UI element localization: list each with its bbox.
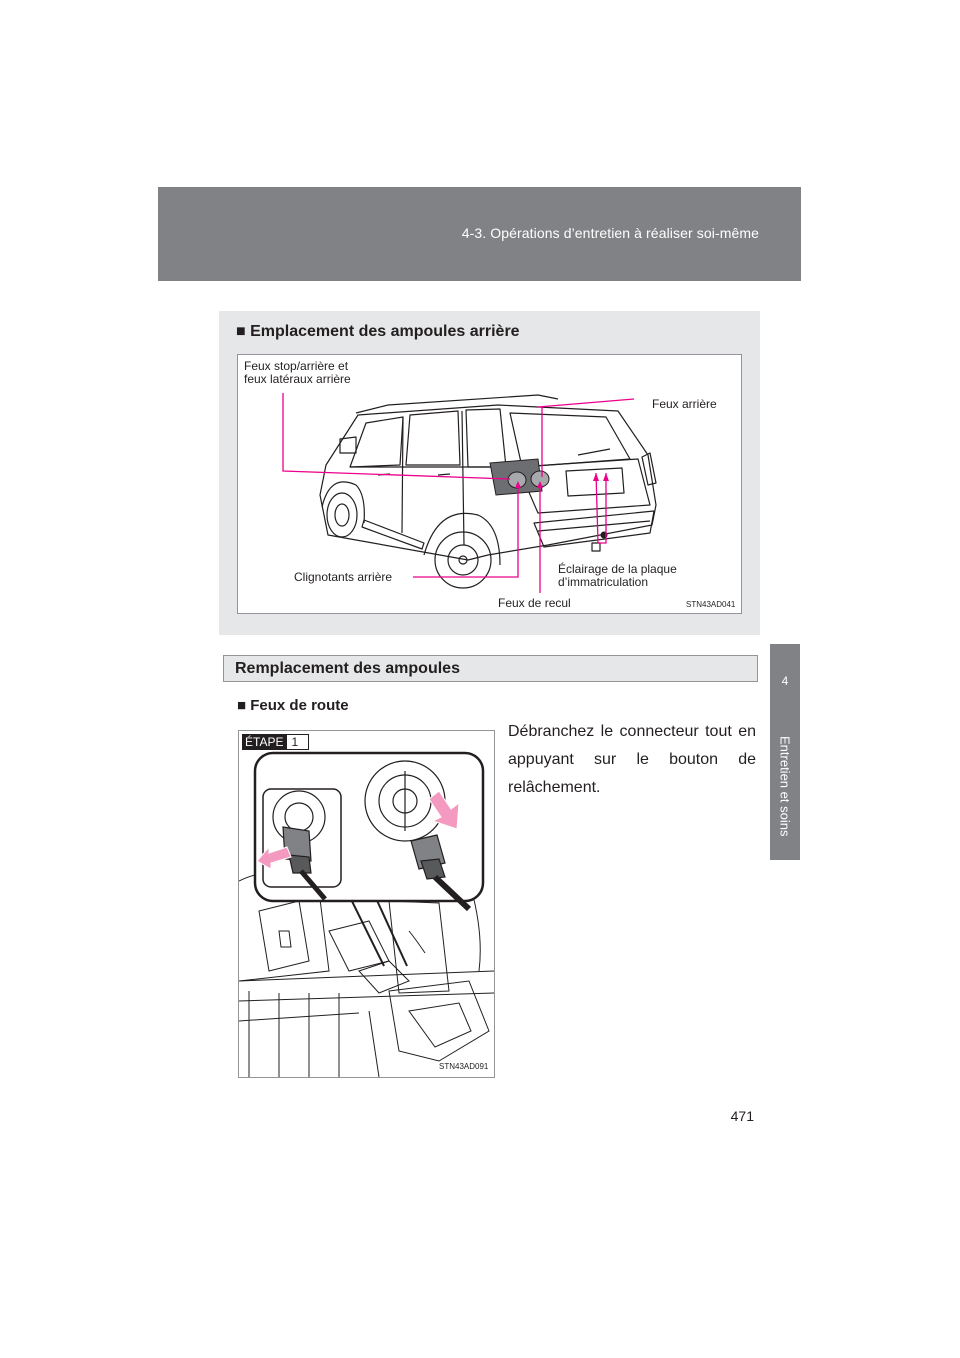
rear-bulbs-diagram <box>237 354 742 614</box>
label-backup-lights: Feux de recul <box>498 596 571 610</box>
step-number: 1 <box>286 734 309 750</box>
page-number: 471 <box>730 1108 754 1124</box>
label-tail-lights: Feux arrière <box>652 397 717 411</box>
label-stop-tail-side-lights: Feux stop/arrière et feux latéraux arrière <box>244 359 351 386</box>
detail-image-code: STN43AD091 <box>439 1062 489 1071</box>
label-license-plate-lights: Éclairage de la plaque d’immatriculation <box>558 562 677 589</box>
chapter-side-tab <box>770 644 800 860</box>
chapter-header-band <box>158 187 801 281</box>
chapter-label: Entretien et soins <box>777 736 793 837</box>
step-1-illustration <box>238 730 495 1078</box>
step-badge <box>242 734 309 750</box>
rear-bulbs-title: ■ Emplacement des ampoules arrière <box>236 323 520 340</box>
rear-image-code: STN43AD041 <box>686 600 736 609</box>
headlight-connector-illustration <box>239 731 494 1077</box>
label-rear-turn-signals: Clignotants arrière <box>294 570 393 584</box>
section-title: 4-3. Opérations d’entretien à réaliser soi-même <box>461 225 759 241</box>
replacement-title: Remplacement des ampoules <box>235 660 460 677</box>
step-1-instruction: Débranchez le connecteur tout en appuyant sur le bouton de relâchement. <box>508 723 756 796</box>
rear-bulbs-panel <box>219 311 760 635</box>
step-label: ÉTAPE <box>242 734 286 750</box>
headlights-heading: ■ Feux de route <box>237 697 349 714</box>
chapter-number: 4 <box>781 674 789 688</box>
replacement-section-bar <box>223 655 758 682</box>
